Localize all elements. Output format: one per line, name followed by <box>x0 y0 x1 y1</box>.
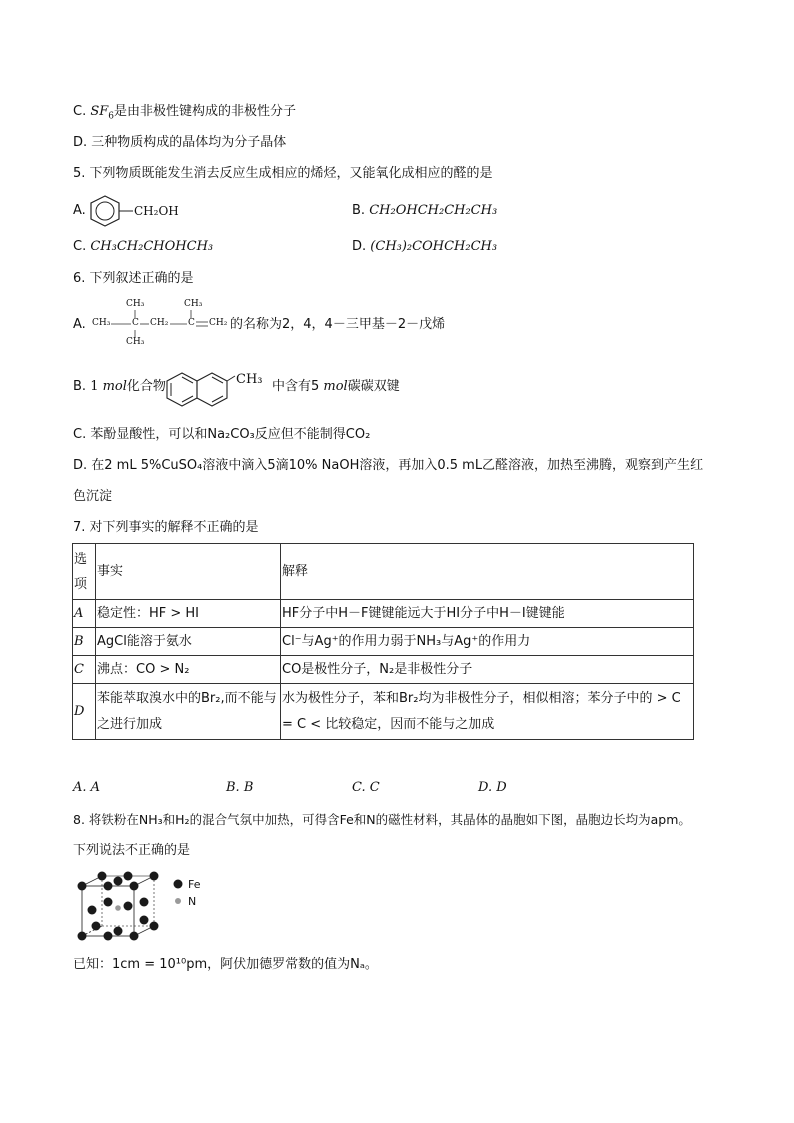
q6-option-d-line1: D. 在2 mL 5%CuSO₄溶液中滴入5滴10% NaOH溶液，再加入0.5 mL乙醛溶液，加热至沸腾，观察到产生红 <box>73 458 704 473</box>
table-row: A 稳定性：HF > HI HF分子中H－F键键能远大于HI分子中H－I键键能 <box>73 600 694 628</box>
q4-option-d: D. 三种物质构成的晶体均为分子晶体 <box>73 135 287 150</box>
legend-n-label: N <box>188 895 197 908</box>
q7-table <box>72 543 694 740</box>
legend-fe-label: Fe <box>188 878 201 891</box>
q5-option-c: C. CH₃CH₂CHOHCH₃ <box>73 239 214 254</box>
q7-stem: 7. 对下列事实的解释不正确的是 <box>73 520 259 535</box>
q5-option-a-formula: CH₂OH <box>134 204 179 218</box>
table-row: D 苯能萃取溴水中的Br₂,而不能与之进行加成 水为极性分子，苯和Br₂均为非极性分子，相似相溶；苯分子中的 > C = C < 比较稳定，因而不能与之加成 <box>73 684 694 740</box>
q7-table-header <box>73 544 694 600</box>
crystal-unit-cell-diagram <box>74 870 164 946</box>
q7-choice-a: A. A <box>73 780 101 795</box>
q8-known-note: 已知：1cm = 10¹⁰pm，阿伏加德罗常数的值为Nₐ。 <box>73 957 378 972</box>
legend-markers <box>172 878 184 910</box>
q6-option-b-tail: 中含有5 mol碳碳双键 <box>272 379 400 394</box>
q5-option-d: D. (CH₃)₂COHCH₂CH₃ <box>352 239 498 254</box>
table-row: C 沸点：CO > N₂ CO是极性分子，N₂是非极性分子 <box>73 656 694 684</box>
q6-option-b: B. 1 mol化合物 <box>73 379 166 394</box>
q6-structure-bonds <box>92 299 228 349</box>
q6-option-c: C. 苯酚显酸性，可以和Na₂CO₃反应但不能制得CO₂ <box>73 427 371 442</box>
table-row: B AgCl能溶于氨水 Cl⁻与Ag⁺的作用力弱于NH₃与Ag⁺的作用力 <box>73 628 694 656</box>
q5-option-b: B. CH₂OHCH₂CH₂CH₃ <box>352 203 498 218</box>
q8-stem-line1: 8. 将铁粉在NH₃和H₂的混合气氛中加热，可得含Fe和N的磁性材料，其晶体的晶胞如下图，晶胞边长均为apm。 <box>73 812 691 827</box>
q7-header-fact: 事实 <box>96 544 281 600</box>
q7-header-explain: 解释 <box>281 544 694 600</box>
q6-option-a-label: A. <box>73 317 86 332</box>
q6-option-d-line2: 色沉淀 <box>73 489 113 504</box>
q6-option-a-structure: CH₃ CH₃ CH₃ C CH₂ C CH₂ CH₃ <box>92 299 228 347</box>
q7-choice-c: C. C <box>352 780 380 795</box>
q5-option-a: A. <box>73 203 86 218</box>
q7-choice-b: B. B <box>226 780 254 795</box>
q7-choice-d: D. D <box>478 780 507 795</box>
q4-option-c: C. $SF_6$是由非极性键构成的非极性分子 <box>73 104 297 122</box>
q6-stem: 6. 下列叙述正确的是 <box>73 271 194 286</box>
q5-stem: 5. 下列物质既能发生消去反应生成相应的烯烃，又能氧化成相应的醛的是 <box>73 166 493 181</box>
q6-option-b-ch3: CH₃ <box>236 372 263 387</box>
q6-option-a-text: 的名称为2，4，4－三甲基－2－戊烯 <box>230 317 446 332</box>
q8-stem-line2: 下列说法不正确的是 <box>73 843 191 858</box>
methylnaphthalene-structure <box>165 370 237 412</box>
q7-header-option: 选项 <box>73 544 96 600</box>
benzyl-ring-structure <box>87 193 135 229</box>
